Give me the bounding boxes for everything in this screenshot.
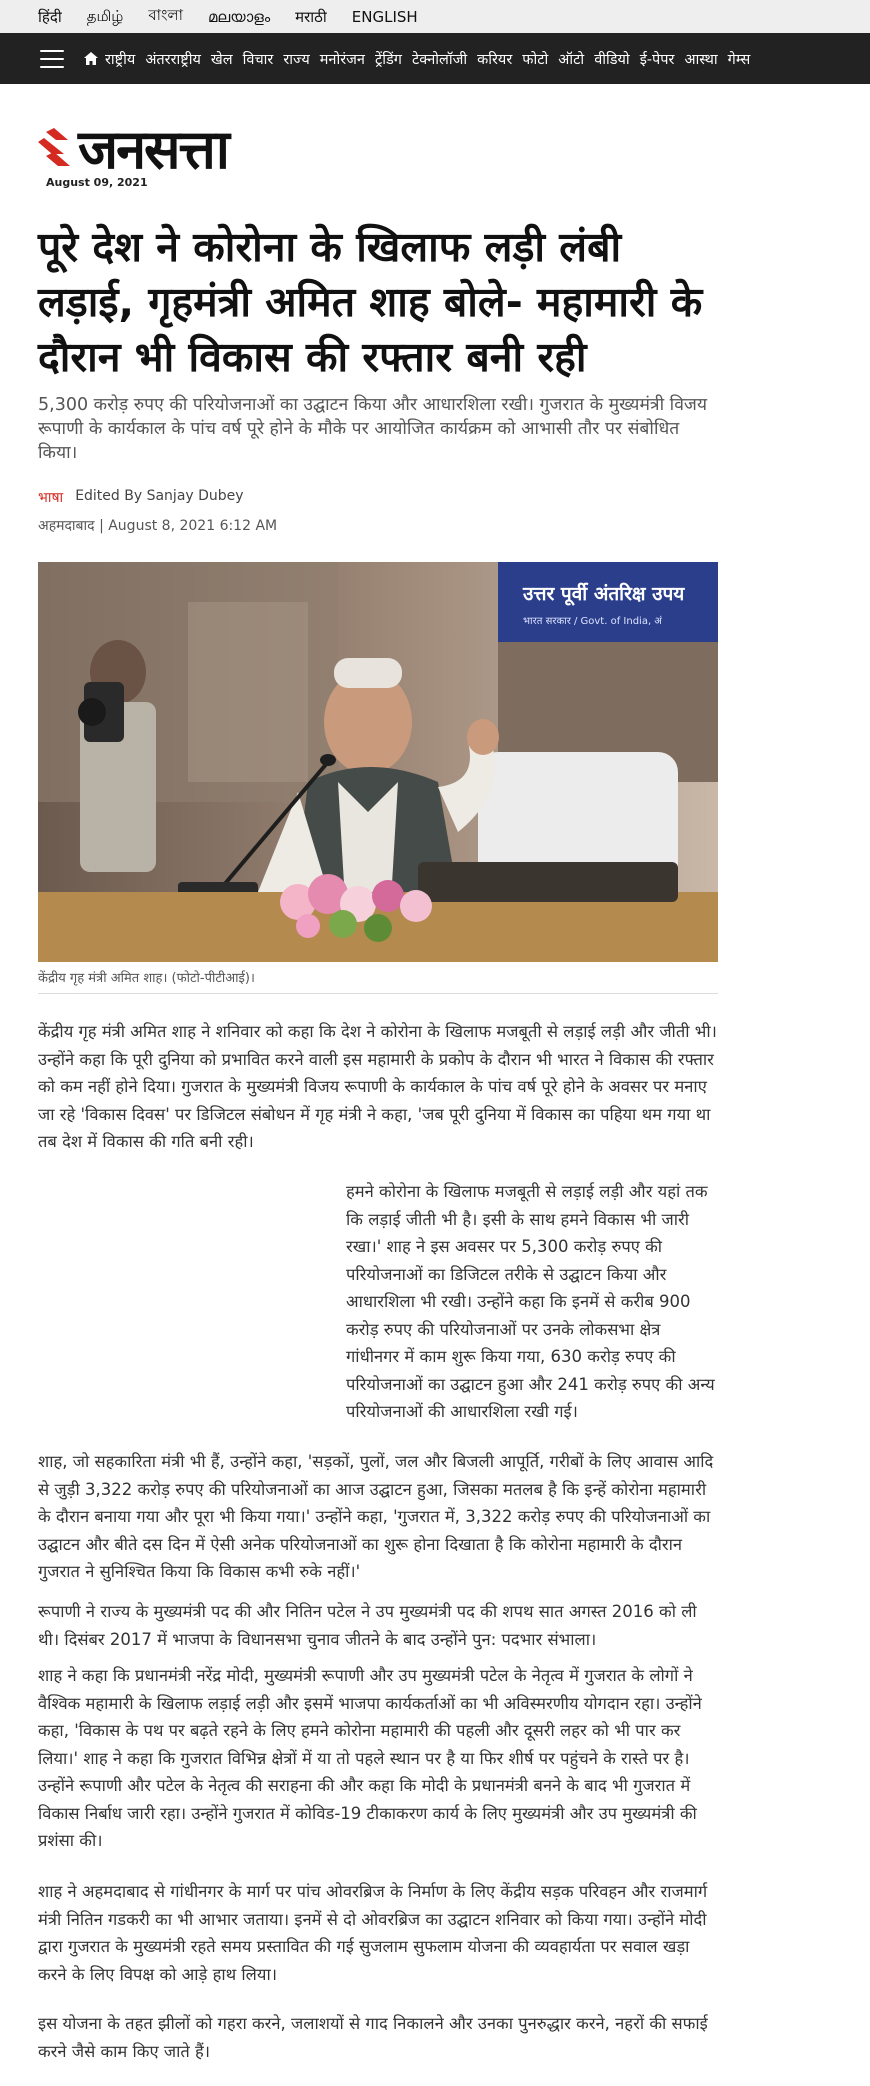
lang-tamil[interactable]: தமிழ்	[86, 6, 124, 25]
nav-item-technology[interactable]: टेक्नोलॉजी	[411, 51, 468, 68]
caption-divider	[38, 993, 718, 994]
article-paragraph-4: रूपाणी ने राज्य के मुख्यमंत्री पद की और नितिन पटेल ने उप मुख्यमंत्री पद की शपथ सात अगस्त 2016 को ली थी। दिसंबर 2017 में भाजपा के विधानसभा चुनाव जीतने के बाद उन्होंने पुन: पदभार संभाला।	[38, 1602, 697, 1649]
hamburger-menu-icon[interactable]	[40, 50, 64, 68]
article-paragraph-2: हमने कोरोना के खिलाफ मजबूती से लड़ाई लड़ी और यहां तक कि लड़ाई जीती भी है। इसी के साथ हमने विकास भी जारी रखा।' शाह ने इस अवसर पर 5,300 करोड़ रुपए की परियोजनाओं का डिजिटल तरीके से उद्घाटन किया और आधारशिला भी रखी। उन्होंने कहा कि इनमें से करीब 900 करोड़ रुपए की परियोजनाओं पर उनके लोकसभा क्षेत्र गांधीनगर में काम शुरू किया गया, 630 करोड़ रुपए की परियोजनाओं का उद्घाटन हुआ और 241 करोड़ रुपए की अन्य परियोजनाओं की आधारशिला रखी गई।	[346, 1182, 715, 1421]
nav-item-photo[interactable]: फोटो	[522, 51, 549, 68]
photo-sign-subtext: भारत सरकार / Govt. of India, अं	[523, 616, 662, 627]
article-summary: 5,300 करोड़ रुपए की परियोजनाओं का उद्घाटन किया और आधारशिला रखी। गुजरात के मुख्यमंत्री विजय रूपाणी के कार्यकाल के पांच वर्ष पूरे होने के मौके पर आयोजित कार्यक्रम को आभासी तौर पर संबोधित किया।	[38, 395, 708, 463]
lang-marathi[interactable]: मराठी	[295, 7, 327, 26]
photo-sign-text: उत्तर पूर्वी अंतरिक्ष उपय	[523, 583, 685, 605]
lang-hindi[interactable]: हिंदी	[38, 7, 62, 26]
article-paragraph-5: शाह ने कहा कि प्रधानमंत्री नरेंद्र मोदी, मुख्यमंत्री रूपाणी और उप मुख्यमंत्री पटेल के नेतृत्व में गुजरात के लोगों ने वैश्विक महामारी के खिलाफ लड़ाई लड़ी और इसमें भाजपा कार्यकर्ताओं का भी अविस्मरणीय योगदान रहा। उन्होंने कहा, 'विकास के पथ पर बढ़ते रहने के लिए हमने कोरोना महामारी की पहली और दूसरी लहर को भी पार कर लिया।' शाह ने कहा कि गुजरात विभिन्न क्षेत्रों में या तो पहले स्थान पर है या फिर शीर्ष पर पहुंचने के रास्ते पर है। उन्होंने रूपाणी और पटेल के नेतृत्व की सराहना की और कहा कि मोदी के प्रधानमंत्री बनने के बाद भी गुजरात में विकास निर्बाध जारी रहा। उन्होंने गुजरात में कोविड-19 टीकाकरण कार्य के लिए मुख्यमंत्री और उप मुख्यमंत्री की प्रशंसा की।	[38, 1666, 702, 1850]
nav-item-trending[interactable]: ट्रेंडिंग	[374, 51, 402, 68]
home-icon[interactable]	[84, 52, 98, 66]
logo-mark-icon	[38, 126, 74, 172]
lang-english[interactable]: ENGLISH	[351, 7, 418, 26]
nav-item-games[interactable]: गेम्स	[727, 51, 751, 68]
nav-item-faith[interactable]: आस्था	[684, 51, 718, 68]
nav-item-auto[interactable]: ऑटो	[558, 51, 585, 68]
article-headline: पूरे देश ने कोरोना के खिलाफ लड़ी लंबी लड़ाई, गृहमंत्री अमित शाह बोले- महामारी के दौरान भी विकास की रफ्तार बनी रही	[38, 223, 703, 381]
nav-items	[105, 49, 750, 69]
nav-item-national[interactable]: राष्ट्रीय	[105, 51, 136, 68]
site-logo[interactable]	[38, 117, 318, 182]
byline	[38, 488, 244, 507]
article-paragraph-3: शाह, जो सहकारिता मंत्री भी हैं, उन्होंने कहा, 'सड़कों, पुलों, जल और बिजली आपूर्ति, गरीबों के लिए आवास आदि से जुड़ी 3,322 करोड़ रुपए की परियोजनाओं का आज उद्घाटन हुआ, जिसका मतलब है कि इन्हें कोरोना महामारी के दौरान बनाया गया और पूरा भी किया गया।' उन्होंने कहा, 'गुजरात में, 3,322 करोड़ रुपए की परियोजनाओं का उद्घाटन और बीते दस दिन में ऐसी अनेक परियोजनाओं का शुरू होना दिखाता है कि कोरोना महामारी के दौरान गुजरात ने सुनिश्चित किया कि विकास कभी रुके नहीं।'	[38, 1452, 714, 1581]
language-bar	[0, 0, 870, 33]
article-paragraph-1: केंद्रीय गृह मंत्री अमित शाह ने शनिवार को कहा कि देश ने कोरोना के खिलाफ मजबूती से लड़ाई लड़ी और जीती भी। उन्होंने कहा कि पूरी दुनिया को प्रभावित करने वाली इस महामारी के प्रकोप के दौरान भी भारत ने विकास की रफ्तार को कम नहीं होने दिया। गुजरात के मुख्यमंत्री विजय रूपाणी के कार्यकाल के पांच वर्ष पूरे होने के अवसर पर मनाए जा रहे 'विकास दिवस' पर डिजिटल संबोधन में गृह मंत्री ने कहा, 'जब पूरी दुनिया में विकास का पहिया थम गया था तब देश में विकास की गति बनी रही।	[38, 1022, 717, 1151]
editor-name: Edited By Sanjay Dubey	[75, 488, 244, 504]
nav-item-sports[interactable]: खेल	[210, 51, 233, 68]
nav-item-career[interactable]: करियर	[477, 51, 513, 68]
article-dateline: अहमदाबाद | August 8, 2021 6:12 AM	[38, 518, 278, 534]
nav-item-entertainment[interactable]: मनोरंजन	[319, 51, 365, 68]
nav-item-video[interactable]: वीडियो	[594, 51, 630, 68]
nav-item-opinion[interactable]: विचार	[242, 51, 274, 68]
nav-item-states[interactable]: राज्य	[283, 51, 310, 68]
photo-caption: केंद्रीय गृह मंत्री अमित शाह। (फोटो-पीटीआई)।	[38, 971, 255, 986]
main-nav	[0, 33, 870, 84]
lang-malayalam[interactable]: മലയാളം	[208, 7, 271, 26]
nav-item-international[interactable]: अंतरराष्ट्रीय	[145, 51, 201, 68]
article-photo	[38, 562, 718, 962]
article-paragraph-7: इस योजना के तहत झीलों को गहरा करने, जलाशयों से गाद निकालने और उनका पुनरुद्धार करने, नहरों की सफाई करने जैसे काम किए जाते हैं।	[38, 2014, 708, 2061]
logo-text: जनसत्ता	[78, 117, 228, 181]
article-paragraph-6: शाह ने अहमदाबाद से गांधीनगर के मार्ग पर पांच ओवरब्रिज के निर्माण के लिए केंद्रीय सड़क परिवहन और राजमार्ग मंत्री नितिन गडकरी का भी आभार जताया। इनमें से दो ओवरब्रिज का उद्घाटन शनिवार को किया गया। उन्होंने मोदी द्वारा गुजरात के मुख्यमंत्री रहते समय प्रस्तावित की गई सुजलाम सुफलाम योजना की व्यवहार्यता पर सवाल खड़ा करने के लिए विपक्ष को आड़े हाथ लिया।	[38, 1882, 708, 1984]
nav-item-epaper[interactable]: ई-पेपर	[639, 51, 675, 68]
lang-bangla[interactable]: বাংলা	[148, 6, 183, 24]
source-link[interactable]: भाषा	[38, 490, 64, 506]
masthead-date: August 09, 2021	[46, 176, 148, 189]
